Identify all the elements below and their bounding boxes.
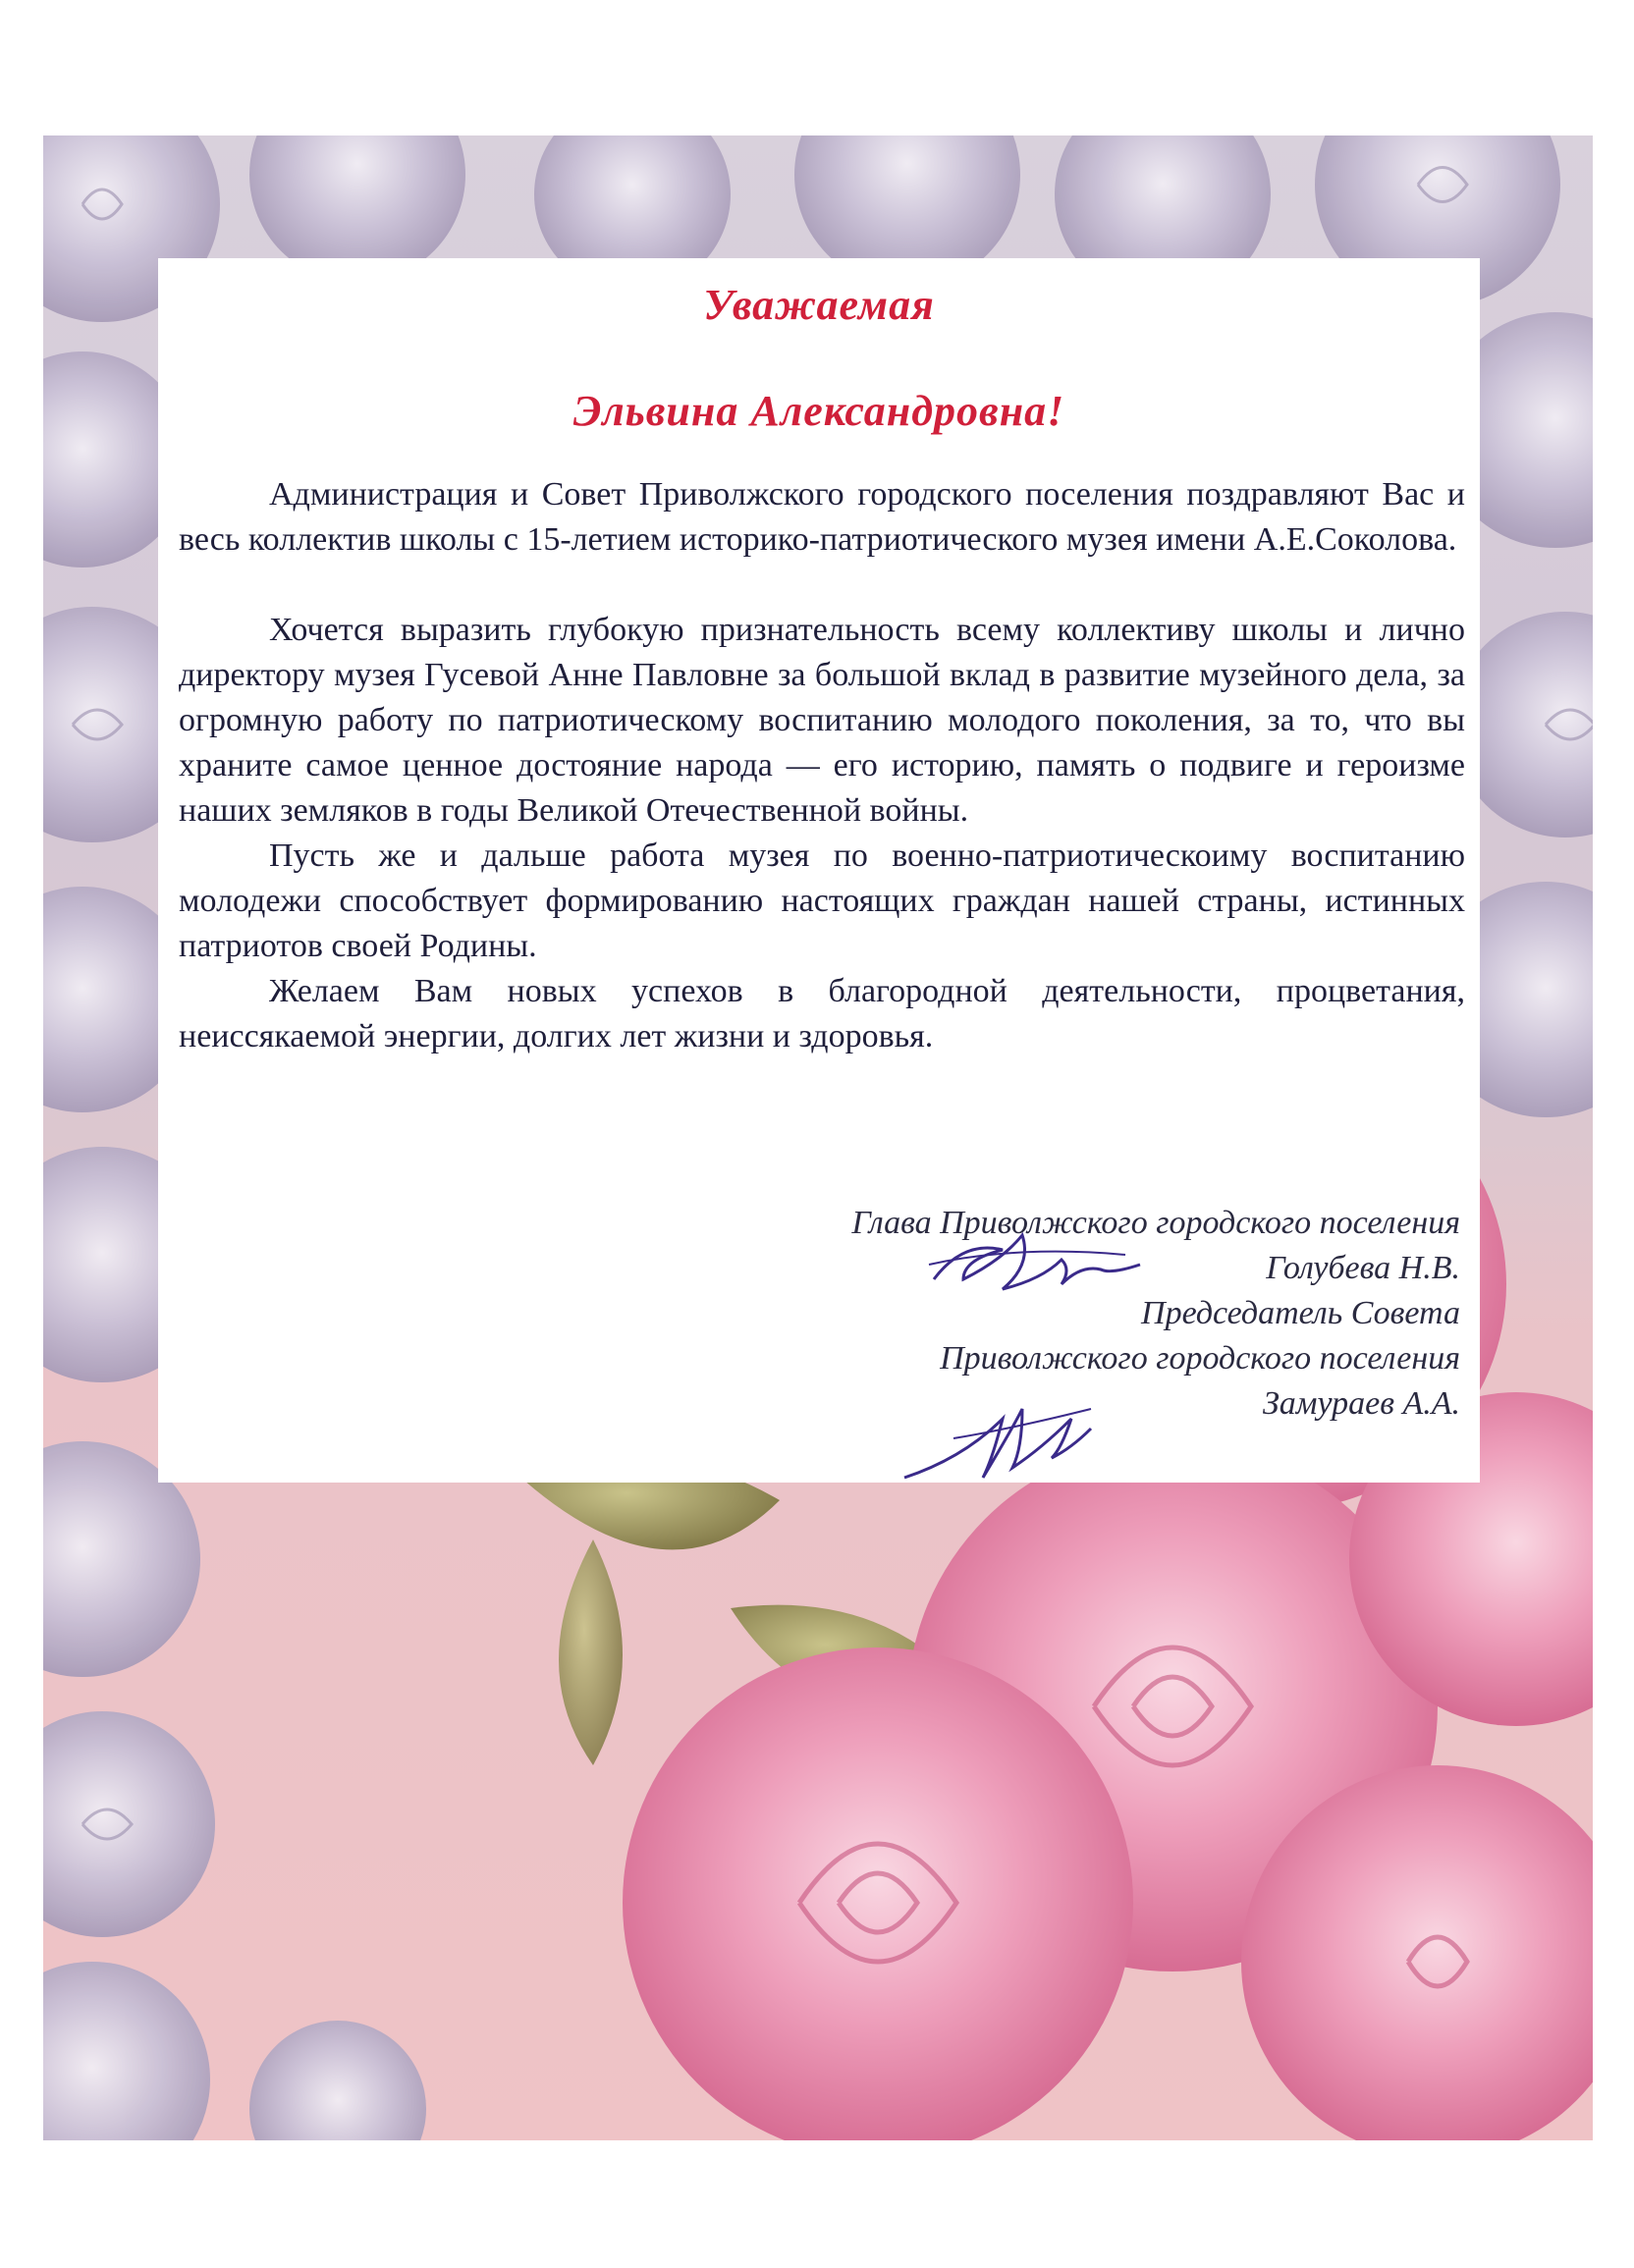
handwritten-signature-head	[924, 1220, 1160, 1309]
handwritten-signature-chair	[895, 1379, 1111, 1487]
chair-title-line2: Приволжского городского поселения	[940, 1340, 1460, 1377]
head-name: Голубева Н.В.	[1266, 1250, 1460, 1286]
chair-name: Замураев А.А.	[1262, 1385, 1460, 1422]
letter-card	[158, 258, 1480, 1483]
greeting-recipient-name: Эльвина Александровна!	[572, 387, 1065, 435]
paragraph-gratitude: Хочется выразить глубокую признательность всему коллективу школы и лично директору музея Гусевой Анне Павловне за большой вклад в развитие музейного дела, за огромную работу по патриотическому воспитанию молодого поколения, за то, что вы храните самое ценное достояние народа — его историю, память о подвиге и героизме наших земляков в годы Великой Отечественной войны.	[179, 612, 1465, 829]
paragraph-wish-work: Пусть же и дальше работа музея по военно-патриотическоиму воспитанию молодежи способствует формированию настоящих граждан нашей страны, истинных патриотов своей Родины.	[179, 837, 1465, 964]
letter-body	[179, 472, 1465, 1059]
paragraph-congratulation: Администрация и Совет Приволжского городского поселения поздравляют Вас и весь коллектив школы с 15-летием историко-патриотического музея имени А.Е.Соколова.	[179, 476, 1465, 558]
chair-title-line1: Председатель Совета	[1141, 1295, 1460, 1331]
greeting-title: Уважаемая	[703, 281, 935, 329]
head-title: Глава Приволжского городского поселения	[851, 1205, 1460, 1241]
paragraph-wishes: Желаем Вам новых успехов в благородной деятельности, процветания, неиссякаемой энергии, долгих лет жизни и здоровья.	[179, 973, 1465, 1054]
